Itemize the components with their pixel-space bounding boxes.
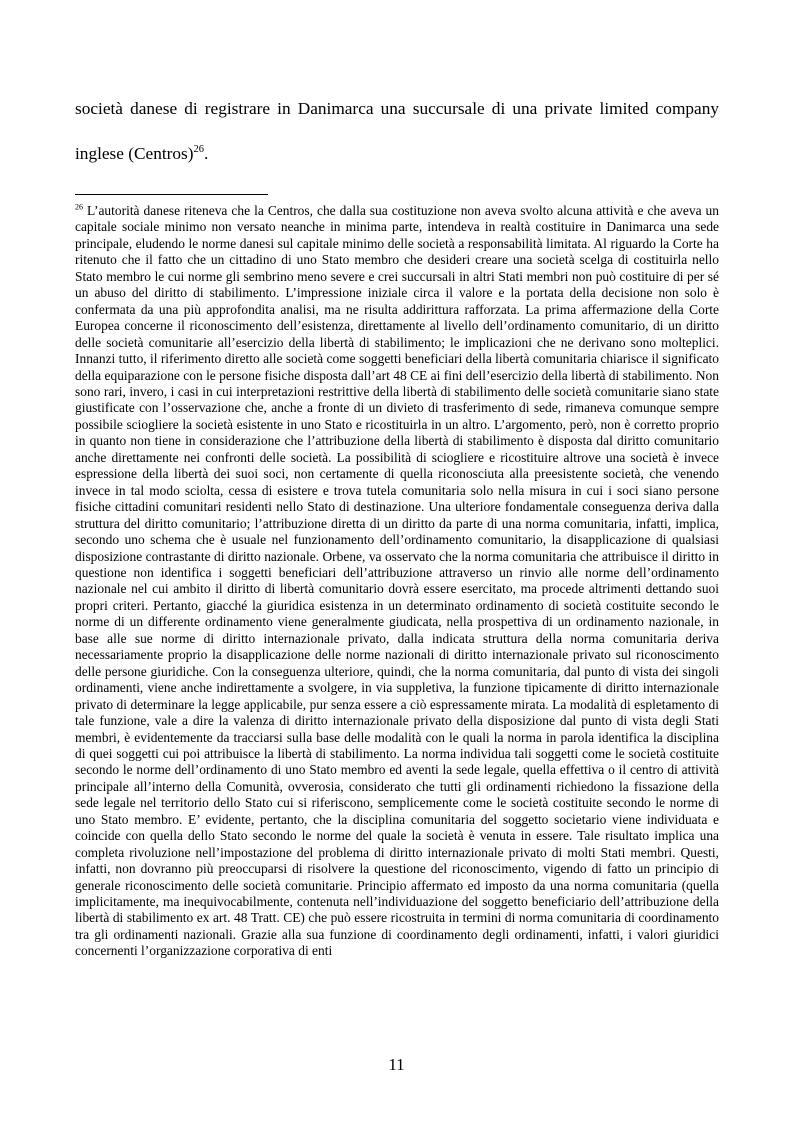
body-line-1: società danese di registrare in Danimarca una succursale di una private limited [75, 99, 649, 118]
footnote-text: L’autorità danese riteneva che la Centros, che dalla sua costituzione non aveva svolto alcuna attività e che aveva un capitale sociale minimo non versato neanche in minima parte, intendeva in realtà costituire in Danimarca una sede principale, eludendo le norme danesi sul capitale minimo delle società a responsabilità limitata. Al riguardo la Corte ha ritenuto che il fatto che un cittadino di uno Stato membro che desideri creare una società scelga di costituirla nello Stato membro le cui norme gli sembrino meno severe e crei succursali in altri Stati membri non può costituire di per sé un abuso del diritto di stabilimento. L’impressione iniziale circa il valore e la portata della decisione non solo è confermata da una più approfondita analisi, ma ne risulta addirittura rafforzata. La prima affermazione della Corte Europea concerne il riconoscimento dell’esistenza, direttamente al livello dell’ordinamento comunitario, di un diritto delle società comunitarie all’esercizio della libertà di stabilimento; le implicazioni che ne derivano sono molteplici. Innanzi tutto, il riferimento diretto alle società come soggetti beneficiari della libertà comunitaria chiarisce il significato della equiparazione con le persone fisiche disposta dall’art 48 CE ai fini dell’esercizio della libertà di stabilimento. Non sono rari, invero, i casi in cui interpretazioni restrittive della libertà di stabilimento delle società comunitarie siano state giustificate con l’osservazione che, anche a fronte di un divieto di trasferimento di sede, rimaneva comunque sempre possibile sciogliere la società esistente in uno Stato e ricostituirla in un altro. L’argomento, però, non è corretto proprio in quanto non tiene in considerazione che l’attribuzione della libertà di stabilimento è disposta dal diritto comunitario anche direttamente nei confronti delle società. La possibilità di sciogliere e ricostituire altrove una società è invece espressione della libertà dei suoi soci, non certamente di quella riconosciuta alla preesistente società, che venendo invece in tal modo sciolta, cessa di esistere e trova tutela comunitaria solo nella misura in cui i soci siano persone fisiche cittadini comunitari residenti nello Stato di destinazione. Una ulteriore fondamentale conseguenza deriva dalla struttura del diritto comunitario; l’attribuzione diretta di un diritto da parte di una norma comunitaria, infatti, implica, secondo uno schema che è usuale nel funzionamento dell’ordinamento comunitario, la disapplicazione di qualsiasi disposizione contrastante di diritto nazionale. Orbene, va osservato che la norma comunitaria che attribuisce il diritto in questione non identifica i soggetti beneficiari dell’attribuzione attraverso un rinvio alle norme dell’ordinamento nazionale nel cui ambito il diritto di libertà comunitario dovrà essere esercitato, ma procede altrimenti dettando suoi propri criteri. Pertanto, giacché la giuridica esistenza in un determinato ordinamento di società costituite secondo le norme di un differente ordinamento viene generalmente giudicata, nella prospettiva di un ordinamento nazionale, in base alle sue norme di diritto internazionale privato, dalla indicata struttura della norma comunitaria deriva necessariamente proprio la disapplicazione delle norme nazionali di diritto internazionale privato sul riconoscimento delle persone giuridiche. Con la conseguenza ulteriore, quindi, che la norma comunitaria, dal punto di vista dei singoli ordinamenti, viene anche indirettamente a svolgere, in via suppletiva, la funzione tipicamente di diritto internazionale privato di determinare la legge applicabile, pur senza essere a ciò espressamente mirata. La modalità di espletamento di tale funzione, vale a dire la valenza di diritto internazionale privato della disposizione dal punto di vista degli Stati membri, è evidentemente da tracciarsi sulla base delle modalità con le quali la norma in parola identifica la disciplina di quei soggetti cui poi attribuisce la libertà di stabilimento. La norma individua tali soggetti come le società costituite secondo le norme dell’ordinamento di uno Stato membro ed aventi la sede legale, quella effettiva o il centro di attività principale all’interno della Comunità, ovverosia, considerato che tutti gli ordinamenti richiedono la fissazione della sede legale nel territorio dello Stato cui si riferiscono, semplicemente come le società costituite secondo le norme di uno Stato membro. E’ evidente, pertanto, che la disciplina comunitaria del soggetto societario viene individuata e coincide con quella dello Stato secondo le norme del quale la società è venuta in essere. Tale risultato implica una completa rivoluzione nell’impostazione del problema di diritto internazionale privato di molti Stati membri. Questi, infatti, non dovranno più preoccuparsi di risolvere la questione del riconoscimento, vigendo di fatto un principio di generale riconoscimento delle società comunitarie. Principio affermato ed imposto da una norma comunitaria (quella implicitamente, ma inequivocabilmente, contenuta nell’individuazione del soggetto beneficiario dell’attribuzione della libertà di stabilimento ex art. 48 Tratt. CE) che può essere ricostruita in termini di norma comunitaria di coordinamento tra gli ordinamenti nazionali. Grazie alla sua funzione di coordinamento degli ordinamenti, infatti, i valori giuridici concernenti l’organizzazione corporativa di enti [75, 203, 720, 959]
body-paragraph [75, 86, 719, 176]
body-line-2: company inglese (Centros) [75, 99, 719, 163]
page-number: 11 [388, 1055, 405, 1074]
footnote-separator [75, 194, 268, 195]
footnote [75, 203, 719, 960]
body-line-2-end: . [204, 144, 209, 163]
footnote-number: 26 [75, 202, 83, 212]
footnote-reference[interactable]: 26 [193, 144, 205, 156]
